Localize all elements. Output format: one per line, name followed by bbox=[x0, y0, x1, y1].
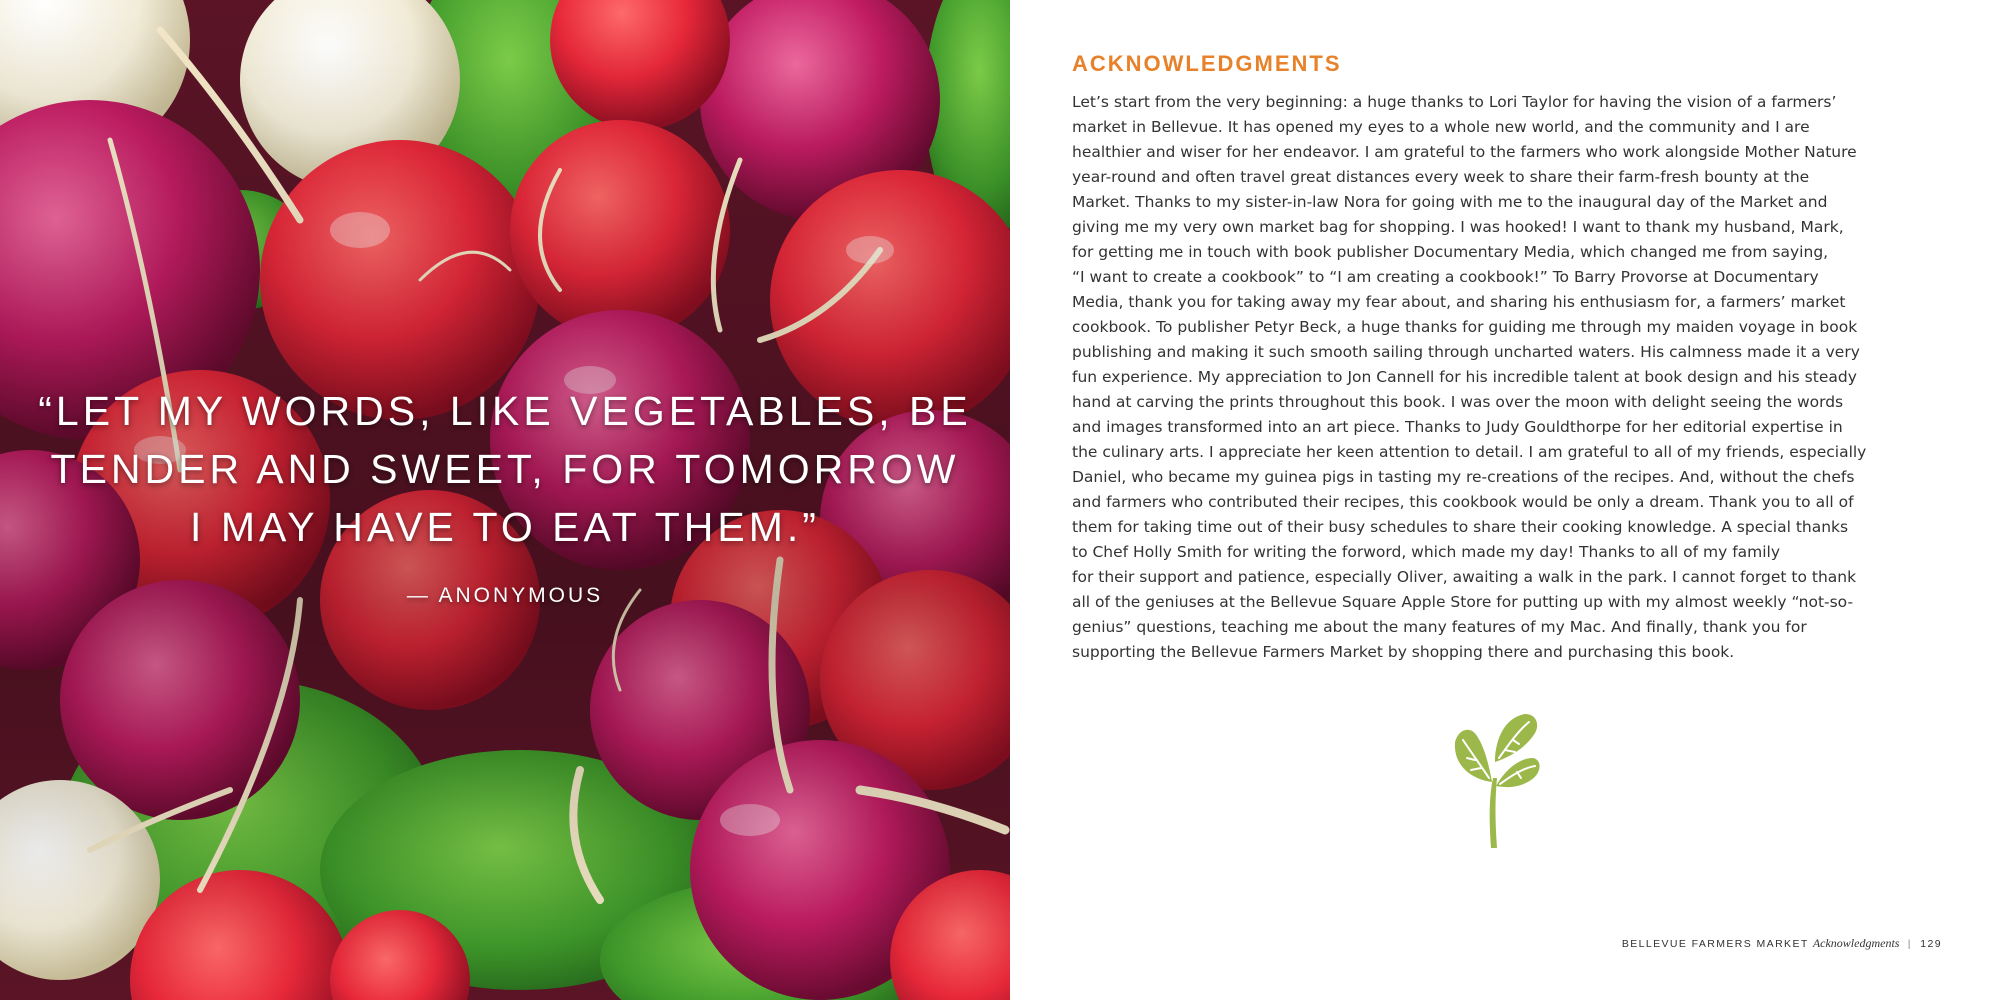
acknowledgments-body bbox=[1072, 90, 1938, 665]
body-line: “I want to create a cookbook” to “I am creating a cookbook!” To Barry Provorse at Documentary bbox=[1072, 268, 1819, 286]
sprig-icon bbox=[1445, 708, 1545, 852]
quote-line: “LET MY WORDS, LIKE VEGETABLES, BE bbox=[38, 388, 972, 434]
page-number: 129 bbox=[1920, 938, 1942, 950]
body-line: for getting me in touch with book publisher Documentary Media, which changed me from saying, bbox=[1072, 243, 1829, 261]
pull-quote bbox=[20, 382, 990, 608]
body-line: Market. Thanks to my sister-in-law Nora for going with me to the inaugural day of the Market and bbox=[1072, 193, 1828, 211]
body-line: to Chef Holly Smith for writing the forword, which made my day! Thanks to all of my family bbox=[1072, 543, 1781, 561]
body-line: hand at carving the prints throughout this book. I was over the moon with delight seeing the words bbox=[1072, 393, 1844, 411]
body-line: and farmers who contributed their recipes, this cookbook would be only a dream. Thank you to all of bbox=[1072, 493, 1854, 511]
footer-book-title: BELLEVUE FARMERS MARKET bbox=[1621, 938, 1809, 950]
page-heading: ACKNOWLEDGMENTS bbox=[1072, 51, 1342, 76]
body-line: for their support and patience, especially Oliver, awaiting a walk in the park. I cannot forget to thank bbox=[1072, 568, 1857, 586]
body-line: fun experience. My appreciation to Jon Cannell for his incredible talent at book design and his steady bbox=[1072, 368, 1857, 386]
page-footer bbox=[1622, 936, 1942, 951]
body-line: supporting the Bellevue Farmers Market by shopping there and purchasing this book. bbox=[1072, 643, 1735, 661]
body-line: cookbook. To publisher Petyr Beck, a huge thanks for guiding me through my maiden voyage in book bbox=[1072, 318, 1858, 336]
body-line: them for taking time out of their busy schedules to share their cooking knowledge. A special thanks bbox=[1072, 518, 1849, 536]
body-line: healthier and wiser for her endeavor. I am grateful to the farmers who work alongside Mother Nature bbox=[1072, 143, 1857, 161]
body-line: Daniel, who became my guinea pigs in tasting my re-creations of the recipes. And, without the chefs bbox=[1072, 468, 1855, 486]
body-line: the culinary arts. I appreciate her keen attention to detail. I am grateful to all of my friends, especially bbox=[1072, 443, 1867, 461]
footer-separator: | bbox=[1907, 938, 1912, 950]
footer-section-title: Acknowledgments bbox=[1812, 936, 1900, 950]
text-page bbox=[1010, 0, 2000, 1000]
body-line: all of the geniuses at the Bellevue Square Apple Store for putting up with my almost weekly “not-so- bbox=[1072, 593, 1854, 611]
quote-line: TENDER AND SWEET, FOR TOMORROW bbox=[50, 446, 960, 492]
quote-attribution: — ANONYMOUS bbox=[406, 584, 604, 607]
body-line: Let’s start from the very beginning: a huge thanks to Lori Taylor for having the vision of a farmers’ bbox=[1072, 93, 1837, 111]
body-line: genius” questions, teaching me about the many features of my Mac. And finally, thank you for bbox=[1072, 618, 1807, 636]
quote-line: I MAY HAVE TO EAT THEM.” bbox=[190, 504, 820, 550]
body-line: giving me my very own market bag for shopping. I was hooked! I want to thank my husband, Mark, bbox=[1072, 218, 1844, 236]
body-line: publishing and making it such smooth sailing through uncharted waters. His calmness made it a very bbox=[1072, 343, 1860, 361]
body-line: and images transformed into an art piece. Thanks to Judy Gouldthorpe for her editorial expertise in bbox=[1072, 418, 1843, 436]
body-line: year-round and often travel great distances every week to share their farm-fresh bounty at the bbox=[1072, 168, 1810, 186]
body-line: market in Bellevue. It has opened my eyes to a whole new world, and the community and I are bbox=[1072, 118, 1810, 136]
body-line: Media, thank you for taking away my fear about, and sharing his enthusiasm for, a farmers’ market bbox=[1072, 293, 1846, 311]
